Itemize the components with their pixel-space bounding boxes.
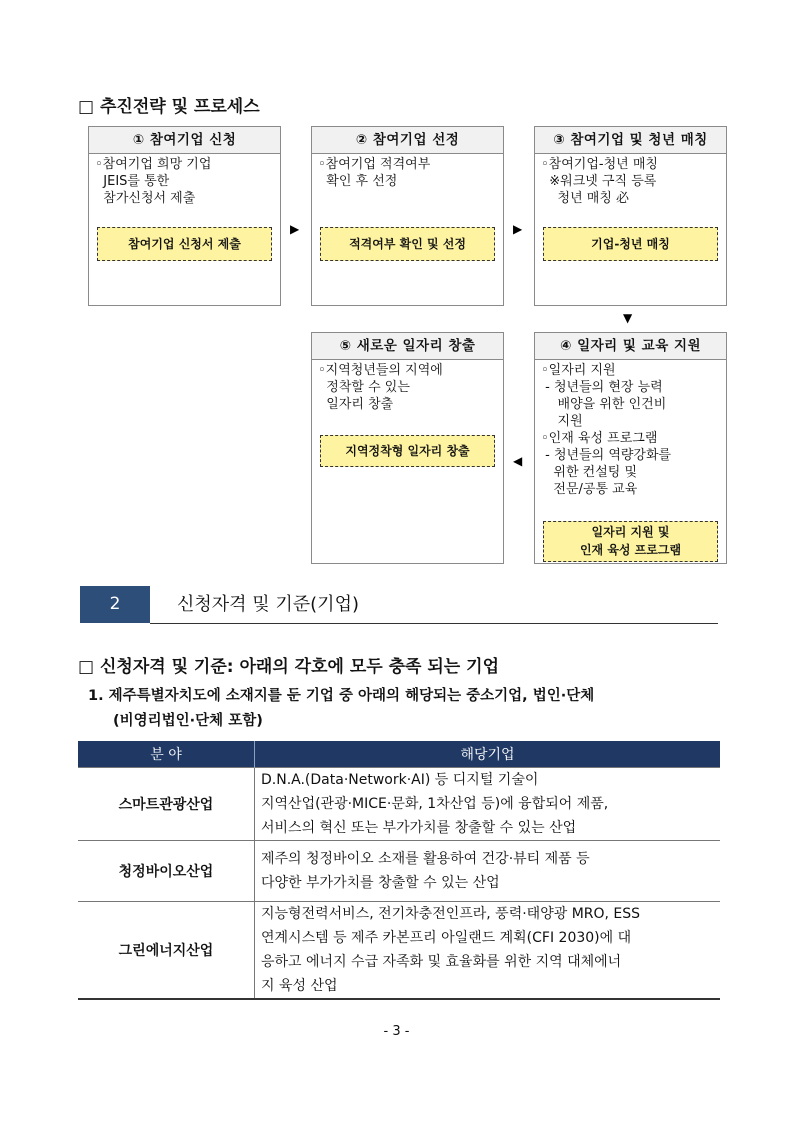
table-category: 스마트관광산업 [78,768,255,841]
table-category: 청정바이오산업 [78,841,255,902]
criteria-item-1-sub: (비영리법인·단체 포함) [113,713,263,729]
table-row [78,768,720,841]
step-4-line: - 청년들의 현장 능력 [541,380,663,395]
table-row [78,841,720,902]
table-description [255,768,721,841]
section-number-badge: 2 [80,586,150,623]
step-2-note: 적격여부 확인 및 선정 [320,227,495,261]
table-description-line: D.N.A.(Data·Network·AI) 등 디지털 기술이 [261,772,539,788]
criteria-item-1: 1. 제주특별자치도에 소재지를 둔 기업 중 아래의 해당되는 중소기업, 법인·단체 [88,688,595,704]
step-3-line: ※워크넷 구직 등록 [541,174,657,189]
step-4-line: 전문/공통 교육 [541,482,638,497]
table-description-line: 다양한 부가가치를 창출할 수 있는 산업 [261,875,500,891]
step-5-line: 일자리 창출 [318,397,394,412]
section-heading: □ 추진전략 및 프로세스 [78,97,260,117]
step-2-line: 확인 후 선정 [318,174,398,189]
step-4-note-line: 일자리 지원 및 [591,525,670,539]
section-title: 신청자격 및 기준(기업) [177,594,359,615]
table-description-line: 지능형전력서비스, 전기차충전인프라, 풍력·태양광 MRO, ESS [261,906,641,922]
step-4-note-line: 인재 육성 프로그램 [579,543,682,557]
industry-table [78,741,720,1000]
table-description [255,902,721,1000]
step-4-title: ④ 일자리 및 교육 지원 [535,333,726,360]
process-step-3 [534,126,727,306]
right-arrow-icon: ▶ [290,222,300,236]
step-4-line: ◦인재 육성 프로그램 [541,431,658,446]
table-description-line: 응하고 에너지 수급 자족화 및 효율화를 위한 지역 대체에너 [261,954,622,970]
table-description-line: 지 육성 산업 [261,978,338,994]
step-5-line: ◦지역청년들의 지역에 [318,363,443,378]
table-header-company: 해당기업 [255,741,721,768]
down-arrow-icon: ▼ [623,311,633,325]
step-1-title: ① 참여기업 신청 [89,127,280,154]
table-row [78,902,720,1000]
step-4-line: ◦일자리 지원 [541,363,616,378]
table-description-line: 연계시스템 등 제주 카본프리 아일랜드 계획(CFI 2030)에 대 [261,930,632,946]
process-step-4 [534,332,727,564]
process-step-2 [311,126,504,306]
criteria-heading: □ 신청자격 및 기준: 아래의 각호에 모두 충족 되는 기업 [78,657,499,677]
table-description-line: 지역산업(관광·MICE·문화, 1차산업 등)에 융합되어 제품, [261,796,609,812]
page-number: - 3 - [383,1024,410,1039]
table-description-line: 제주의 청정바이오 소재를 활용하여 건강·뷰티 제품 등 [261,851,590,867]
step-3-title: ③ 참여기업 및 청년 매칭 [535,127,726,154]
step-2-line: ◦참여기업 적격여부 [318,157,431,172]
step-2-title: ② 참여기업 선정 [312,127,503,154]
step-4-line: - 청년들의 역량강화를 [541,448,672,463]
step-1-line: ◦참여기업 희망 기업 [95,157,212,172]
step-5-title: ⑤ 새로운 일자리 창출 [312,333,503,360]
process-step-5 [311,332,504,564]
step-4-line: 위한 컨설팅 및 [541,465,638,480]
step-4-line: 배양을 위한 인건비 [541,397,667,412]
step-4-note [543,521,718,562]
step-1-line: JEIS를 통한 [95,174,170,189]
section-divider [150,623,718,624]
table-header-field: 분 야 [78,741,255,768]
step-3-line: ◦참여기업-청년 매칭 [541,157,658,172]
table-description-line: 서비스의 혁신 또는 부가가치를 창출할 수 있는 산업 [261,820,577,836]
table-header-row [78,741,720,768]
step-3-note: 기업-청년 매칭 [543,227,718,261]
left-arrow-icon: ◀ [513,454,523,468]
table-description [255,841,721,902]
step-1-line: 참가신청서 제출 [95,191,196,206]
step-5-note: 지역정착형 일자리 창출 [320,435,495,467]
right-arrow-icon: ▶ [513,222,523,236]
step-4-line: 지원 [541,414,583,429]
step-5-line: 정착할 수 있는 [318,380,410,395]
process-step-1 [88,126,281,306]
step-1-note: 참여기업 신청서 제출 [97,227,272,261]
step-3-line: 청년 매칭 必 [541,191,630,206]
table-category: 그린에너지산업 [78,902,255,1000]
